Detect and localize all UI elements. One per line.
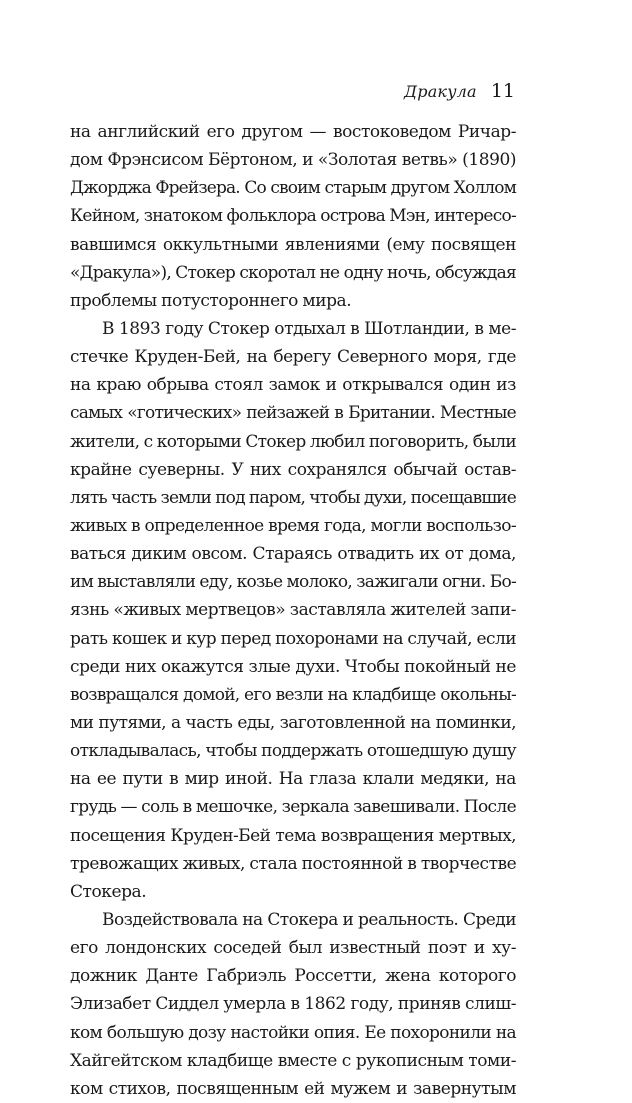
text-line: на английский его другом — востоковедом Ричар- xyxy=(70,122,516,142)
text-line: Кейном, знатоком фольклора острова Мэн, интересо- xyxy=(70,206,516,227)
text-line: крайне суеверны. У них сохранялся обычай остав- xyxy=(70,459,516,480)
text-line: стечке Круден-Бей, на берегу Северного моря, где xyxy=(70,347,516,368)
text-line: среди них окажутся злые духи. Чтобы покойный не xyxy=(70,656,516,677)
running-head xyxy=(404,80,515,102)
text-line: Воздействовала на Стокера и реальность. Среди xyxy=(102,909,516,930)
text-line: ми путями, а часть еды, заготовленной на поминки, xyxy=(70,712,516,733)
text-line: ком большую дозу настойки опия. Ее похоронили на xyxy=(70,1022,516,1043)
text-line: посещения Круден-Бей тема возвращения мертвых, xyxy=(70,825,516,846)
text-line: его лондонских соседей был известный поэт и ху- xyxy=(70,938,516,959)
text-line: Стокера. xyxy=(70,881,147,902)
text-line: им выставляли еду, козье молоко, зажигали огни. Бо- xyxy=(70,572,516,593)
text-line: на краю обрыва стоял замок и открывался один из xyxy=(70,375,516,396)
text-line: грудь — соль в мешочке, зеркала завешивали. После xyxy=(70,797,516,818)
text-line: рать кошек и кур перед похоронами на случай, если xyxy=(70,628,516,649)
page-number: 11 xyxy=(490,80,515,102)
text-line: язнь «живых мертвецов» заставляла жителей запи- xyxy=(70,600,516,621)
body-text xyxy=(70,118,516,1103)
text-line: дожник Данте Габриэль Россетти, жена которого xyxy=(70,966,516,987)
text-line: лять часть земли под паром, чтобы духи, посещавшие xyxy=(70,487,516,508)
text-line: живых в определенное время года, могли воспользо- xyxy=(70,515,516,536)
text-line: на ее пути в мир иной. На глаза клали медяки, на xyxy=(70,769,516,790)
text-line: тревожащих живых, стала постоянной в творчестве xyxy=(70,853,517,874)
text-line: жители, с которыми Стокер любил поговорить, были xyxy=(70,431,517,452)
text-line: проблемы потустороннего мира. xyxy=(70,290,352,311)
text-line: вавшимся оккультными явлениями (ему посвящен xyxy=(70,234,516,255)
text-line: Джорджа Фрейзера. Со своим старым другом Холлом xyxy=(70,178,516,199)
text-line: дом Фрэнсисом Бёртоном, и «Золотая ветвь» (1890) xyxy=(70,150,516,171)
text-line: В 1893 году Стокер отдыхал в Шотландии, в ме- xyxy=(102,318,516,339)
text-line: ком стихов, посвященным ей мужем и завернутым xyxy=(70,1078,516,1099)
text-line: «Дракула»), Стокер скоротал не одну ночь, обсуждая xyxy=(70,262,516,283)
text-line: возвращался домой, его везли на кладбище окольны- xyxy=(70,684,516,705)
text-line: Элизабет Сиддел умерла в 1862 году, приняв слиш- xyxy=(70,994,516,1015)
running-head-title: Дракула xyxy=(404,82,477,101)
text-line: Хайгейтском кладбище вместе с рукописным томи- xyxy=(70,1050,516,1071)
text-line: ваться диким овсом. Стараясь отвадить их от дома, xyxy=(70,544,516,565)
text-line: самых «готических» пейзажей в Британии. Местные xyxy=(70,403,516,424)
text-line: откладывалась, чтобы поддержать отошедшую душу xyxy=(70,741,516,762)
